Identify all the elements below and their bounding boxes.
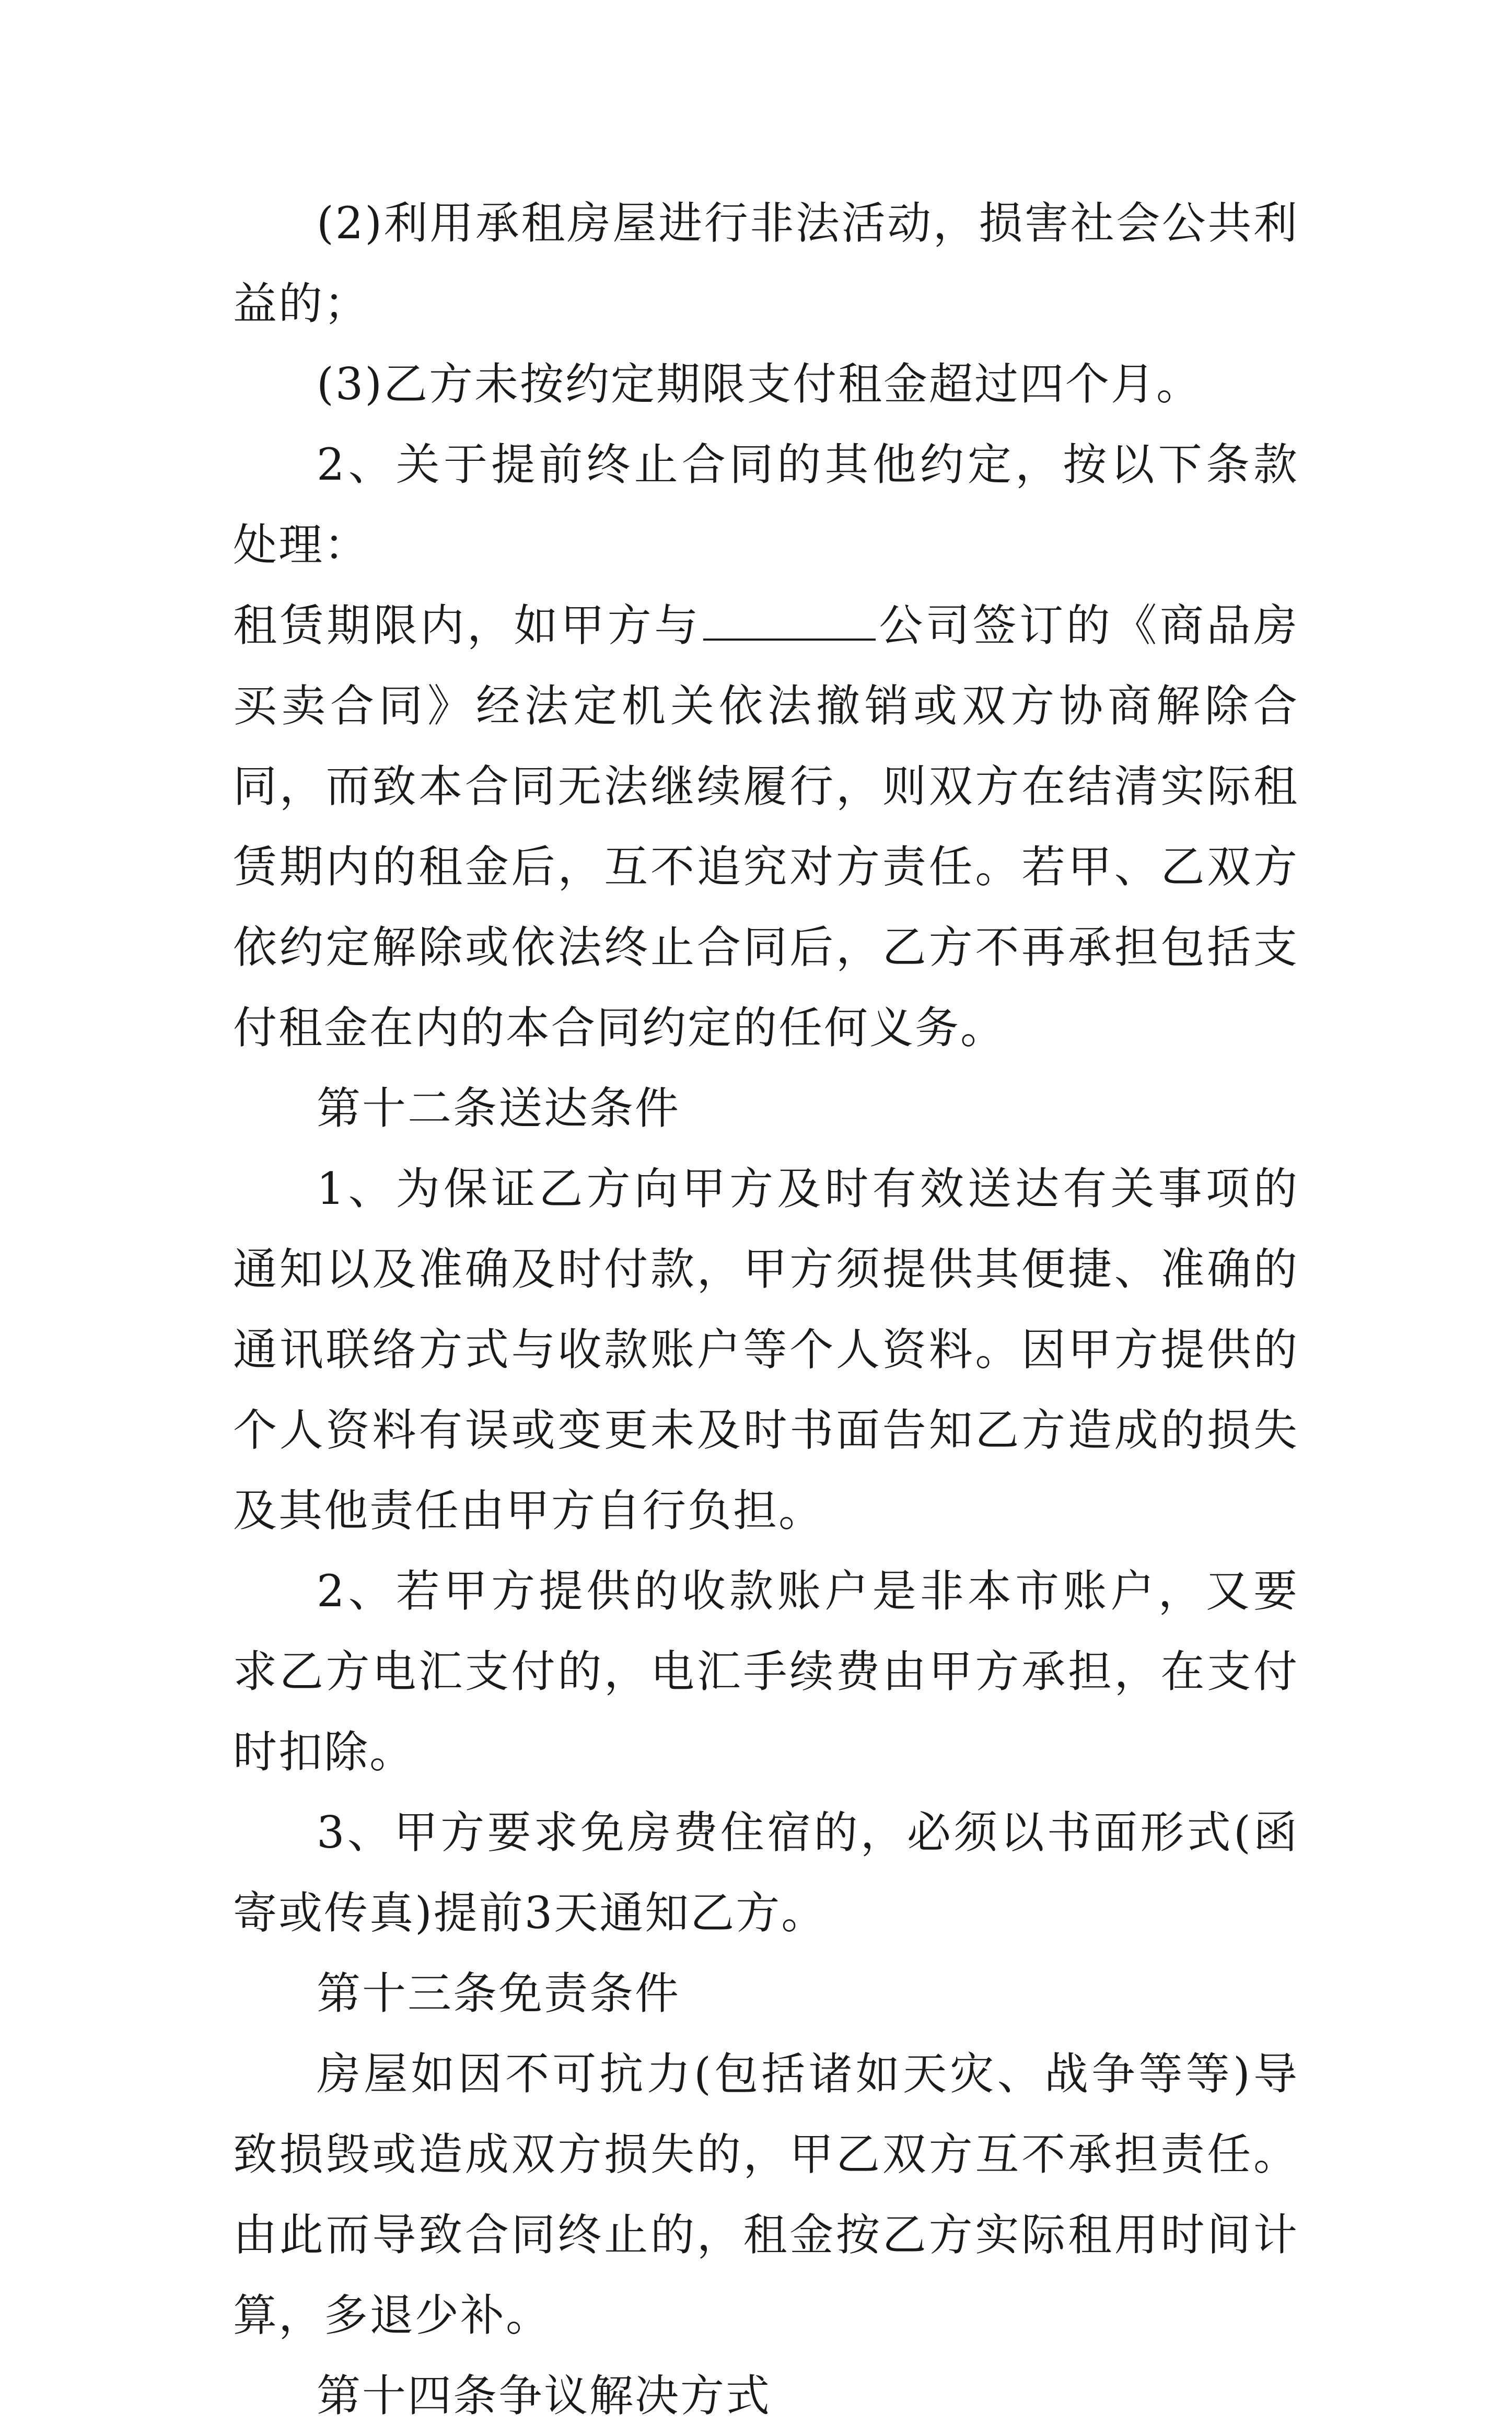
early-termination-heading: 2、关于提前终止合同的其他约定，按以下条款处理：	[233, 439, 1299, 571]
article-12-item-3: 3、甲方要求免房费住宿的，必须以书面形式(函寄或传真)提前3天通知乙方。	[233, 1807, 1299, 1939]
article-13-paragraph: 房屋如因不可抗力(包括诸如天灾、战争等等)导致损毁或造成双方损失的，甲乙双方互不承担责任。由此而导致合同终止的，租金按乙方实际租用时间计算，多退少补。	[233, 2048, 1299, 2341]
early-termination-paragraph	[233, 585, 1299, 1068]
early-termination-text-end: 公司签订的《商品房买卖合同》经法定机关依法撤销或双方协商解除合同，而致本合同无法继续履行，则双方在结清实际租赁期内的租金后，互不追究对方责任。若甲、乙双方依约定解除或依法终止合同后，乙方不再承担包括支付租金在内的本合同约定的任何义务。	[233, 600, 1299, 1053]
article-12-item-2: 2、若甲方提供的收款账户是非本市账户，又要求乙方电汇支付的，电汇手续费由甲方承担，在支付时扣除。	[233, 1565, 1299, 1778]
article-13-title: 第十三条免责条件	[317, 1968, 681, 2019]
article-12-title: 第十二条送达条件	[317, 1083, 681, 1134]
company-name-blank	[703, 597, 876, 641]
article-12-item-1: 1、为保证乙方向甲方及时有效送达有关事项的通知以及准确及时付款，甲方须提供其便捷、准确的通讯联络方式与收款账户等个人资料。因甲方提供的个人资料有误或变更未及时书面告知乙方造成的损失及其他责任由甲方自行负担。	[233, 1163, 1299, 1536]
clause-item-2: (2)利用承租房屋进行非法活动，损害社会公共利益的；	[233, 198, 1299, 329]
article-14-title: 第十四条争议解决方式	[317, 2370, 772, 2421]
clause-item-3: (3)乙方未按约定期限支付租金超过四个月。	[317, 358, 1202, 410]
document-body	[233, 183, 1299, 2436]
early-termination-text-start: 租赁期限内，如甲方与	[233, 600, 701, 651]
